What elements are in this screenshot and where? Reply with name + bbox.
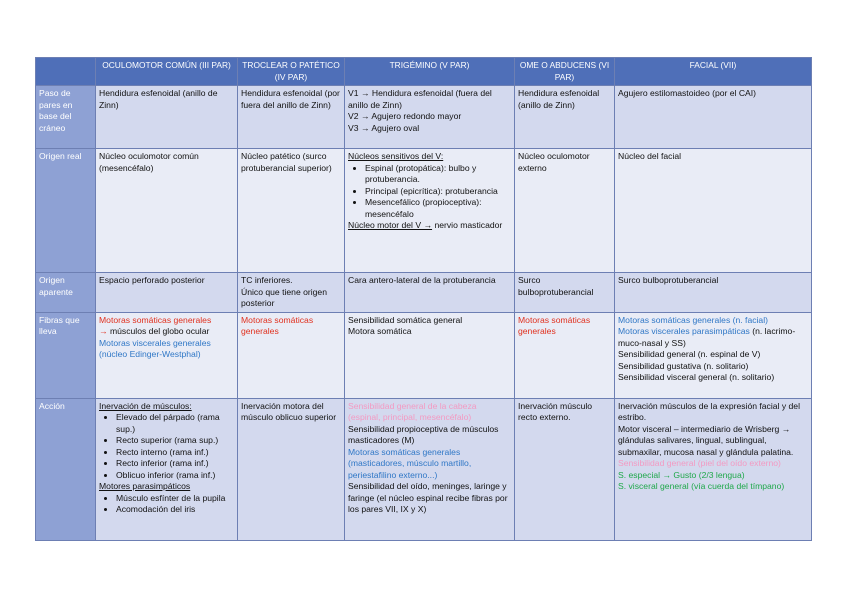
rowhead-origen-real: Origen real xyxy=(36,149,96,273)
real-motor-rest: nervio masticador xyxy=(432,220,503,230)
cell-aparente-abducens: Surco bulboprotuberancial xyxy=(515,273,615,313)
real-motor-line xyxy=(348,220,511,232)
accion-msg: Motoras somáticas generales (masticadores, músculo martillo, periestafilino externo...) xyxy=(348,446,472,480)
fibras-troclear-msg: Motoras somáticas generales xyxy=(241,314,314,336)
fibras-mvg-label: Motoras viscerales generales (núcleo Edinger-Westphal) xyxy=(99,337,211,359)
list-item: • Recto interno (rama inf.) xyxy=(116,447,234,459)
accion-facial-motor-visceral: Motor visceral – intermediario de Wrisberg → glándulas salivares, lingual, sublingual, submaxilar, mucosa nasal y glándula palatina. xyxy=(618,423,794,457)
row-paso xyxy=(36,86,812,149)
cell-accion-oculomotor xyxy=(96,398,238,540)
header-troclear: TROCLEAR O PATÉTICO (IV PAR) xyxy=(238,58,345,86)
list-item: • Principal (epicrítica): protuberancia xyxy=(365,186,511,198)
fibras-facial-mvp-rest: (n. lacrimo-muco-nasal y SS) xyxy=(618,326,796,348)
fibras-msg-line xyxy=(99,326,234,338)
fibras-facial-msg: Motoras somáticas generales (n. facial) xyxy=(618,314,768,325)
aparente-tc: TC inferiores. xyxy=(241,275,293,285)
accion-inervacion-title: Inervación de músculos: xyxy=(99,400,192,411)
cell-aparente-oculomotor: Espacio perforado posterior xyxy=(96,273,238,313)
rowhead-accion: Acción xyxy=(36,398,96,540)
cell-fibras-oculomotor xyxy=(96,312,238,398)
paso-v1: V1 → Hendidura esfenoidal (fuera del anillo de Zinn) xyxy=(348,88,492,110)
cell-accion-facial xyxy=(615,398,812,540)
cell-real-abducens: Núcleo oculomotor externo xyxy=(515,149,615,273)
accion-facial-gusto: S. especial → Gusto (2/3 lengua) xyxy=(618,469,745,480)
cell-paso-troclear: Hendidura esfenoidal (por fuera del anillo de Zinn) xyxy=(238,86,345,149)
header-facial: FACIAL (VII) xyxy=(615,58,812,86)
rowhead-paso: Paso de pares en base del cráneo xyxy=(36,86,96,149)
row-origen-aparente xyxy=(36,273,812,313)
row-origen-real xyxy=(36,149,812,273)
fibras-msg-rest: músculos del globo ocular xyxy=(107,326,210,336)
fibras-facial-mvp: Motoras viscerales parasimpáticas xyxy=(618,326,750,336)
real-nucleos-list xyxy=(348,163,511,221)
accion-facial-svg: S. visceral general (vía cuerda del tímpano) xyxy=(618,481,785,491)
cell-accion-trigemino xyxy=(345,398,515,540)
list-item: • Elevado del párpado (rama sup.) xyxy=(116,412,234,435)
list-item: • Recto superior (rama sup.) xyxy=(116,435,234,447)
rowhead-origen-aparente: Origen aparente xyxy=(36,273,96,313)
accion-parasimp-title: Motores parasimpáticos xyxy=(99,481,191,491)
header-row xyxy=(36,58,812,86)
accion-propioceptiva: Sensibilidad propioceptiva de músculos masticadores (M) xyxy=(348,423,499,445)
list-item: • Oblicuo inferior (rama inf.) xyxy=(116,470,234,482)
cell-fibras-facial xyxy=(615,312,812,398)
accion-oido: Sensibilidad del oído, meninges, laringe y faringe (el núcleo espinal recibe fibras por los pares VII, IX y X) xyxy=(348,481,508,514)
cell-paso-trigemino xyxy=(345,86,515,149)
list-item: • Músculo esfínter de la pupila xyxy=(116,493,234,505)
aparente-unico: Único que tiene origen posterior xyxy=(241,286,327,308)
cell-paso-oculomotor: Hendidura esfenoidal (anillo de Zinn) xyxy=(96,86,238,149)
header-oculomotor: OCULOMOTOR COMÚN (III PAR) xyxy=(96,58,238,86)
paso-v3: V3 → Agujero oval xyxy=(348,122,420,133)
fibras-facial-sg: Sensibilidad general (n. espinal de V) xyxy=(618,349,761,359)
list-item: • Acomodación del iris xyxy=(116,504,234,516)
cell-paso-facial: Agujero estilomastoideo (por el CAI) xyxy=(615,86,812,149)
paso-v2: V2 → Agujero redondo mayor xyxy=(348,111,462,121)
cell-paso-abducens: Hendidura esfenoidal (anillo de Zinn) xyxy=(515,86,615,149)
cell-real-troclear: Núcleo patético (surco protuberancial superior) xyxy=(238,149,345,273)
fibras-facial-mvp-line xyxy=(618,326,808,349)
cell-fibras-abducens xyxy=(515,312,615,398)
arrow-icon: → xyxy=(99,326,108,336)
cell-real-facial: Núcleo del facial xyxy=(615,149,812,273)
accion-parasimp-list xyxy=(99,493,234,516)
cell-aparente-troclear xyxy=(238,273,345,313)
accion-facial-sg: Sensibilidad general (piel del oído externo) xyxy=(618,458,781,468)
row-fibras xyxy=(36,312,812,398)
cranial-nerves-table xyxy=(35,57,812,541)
cell-real-oculomotor: Núcleo oculomotor común (mesencéfalo) xyxy=(96,149,238,273)
accion-sg-cabeza: Sensibilidad general de la cabeza (espinal, principal, mesencéfalo) xyxy=(348,400,477,422)
fibras-abducens-msg: Motoras somáticas generales xyxy=(518,314,591,336)
rowhead-fibras: Fibras que lleva xyxy=(36,312,96,398)
list-item: • Mesencefálico (propioceptiva): mesencéfalo xyxy=(365,197,511,220)
header-abducens: OME O ABDUCENS (VI PAR) xyxy=(515,58,615,86)
real-motor-nucleus: Núcleo motor del V → xyxy=(348,220,433,230)
accion-facial-expresion: Inervación músculos de la expresión facial y del estribo. xyxy=(618,400,800,422)
header-trigemino: TRIGÉMINO (V PAR) xyxy=(345,58,515,86)
cell-fibras-trigemino xyxy=(345,312,515,398)
row-accion xyxy=(36,398,812,540)
fibras-ms: Motora somática xyxy=(348,326,412,336)
fibras-facial-gust: Sensibilidad gustativa (n. solitario) xyxy=(618,360,749,371)
cell-accion-abducens: Inervación músculo recto externo. xyxy=(515,398,615,540)
header-corner xyxy=(36,58,96,86)
fibras-ssg: Sensibilidad somática general xyxy=(348,314,463,325)
cell-aparente-trigemino: Cara antero-lateral de la protuberancia xyxy=(345,273,515,313)
fibras-msg-label: Motoras somáticas generales xyxy=(99,314,212,325)
cell-accion-troclear: Inervación motora del músculo oblicuo superior xyxy=(238,398,345,540)
cell-aparente-facial: Surco bulboprotuberancial xyxy=(615,273,812,313)
list-item: • Espinal (protopática): bulbo y protuberancia. xyxy=(365,163,511,186)
real-nucleos-title: Núcleos sensitivos del V: xyxy=(348,151,444,161)
fibras-facial-svg: Sensibilidad visceral general (n. solitario) xyxy=(618,372,775,382)
accion-musculos-list xyxy=(99,412,234,481)
cell-fibras-troclear xyxy=(238,312,345,398)
list-item: • Recto inferior (rama inf.) xyxy=(116,458,234,470)
cell-real-trigemino xyxy=(345,149,515,273)
